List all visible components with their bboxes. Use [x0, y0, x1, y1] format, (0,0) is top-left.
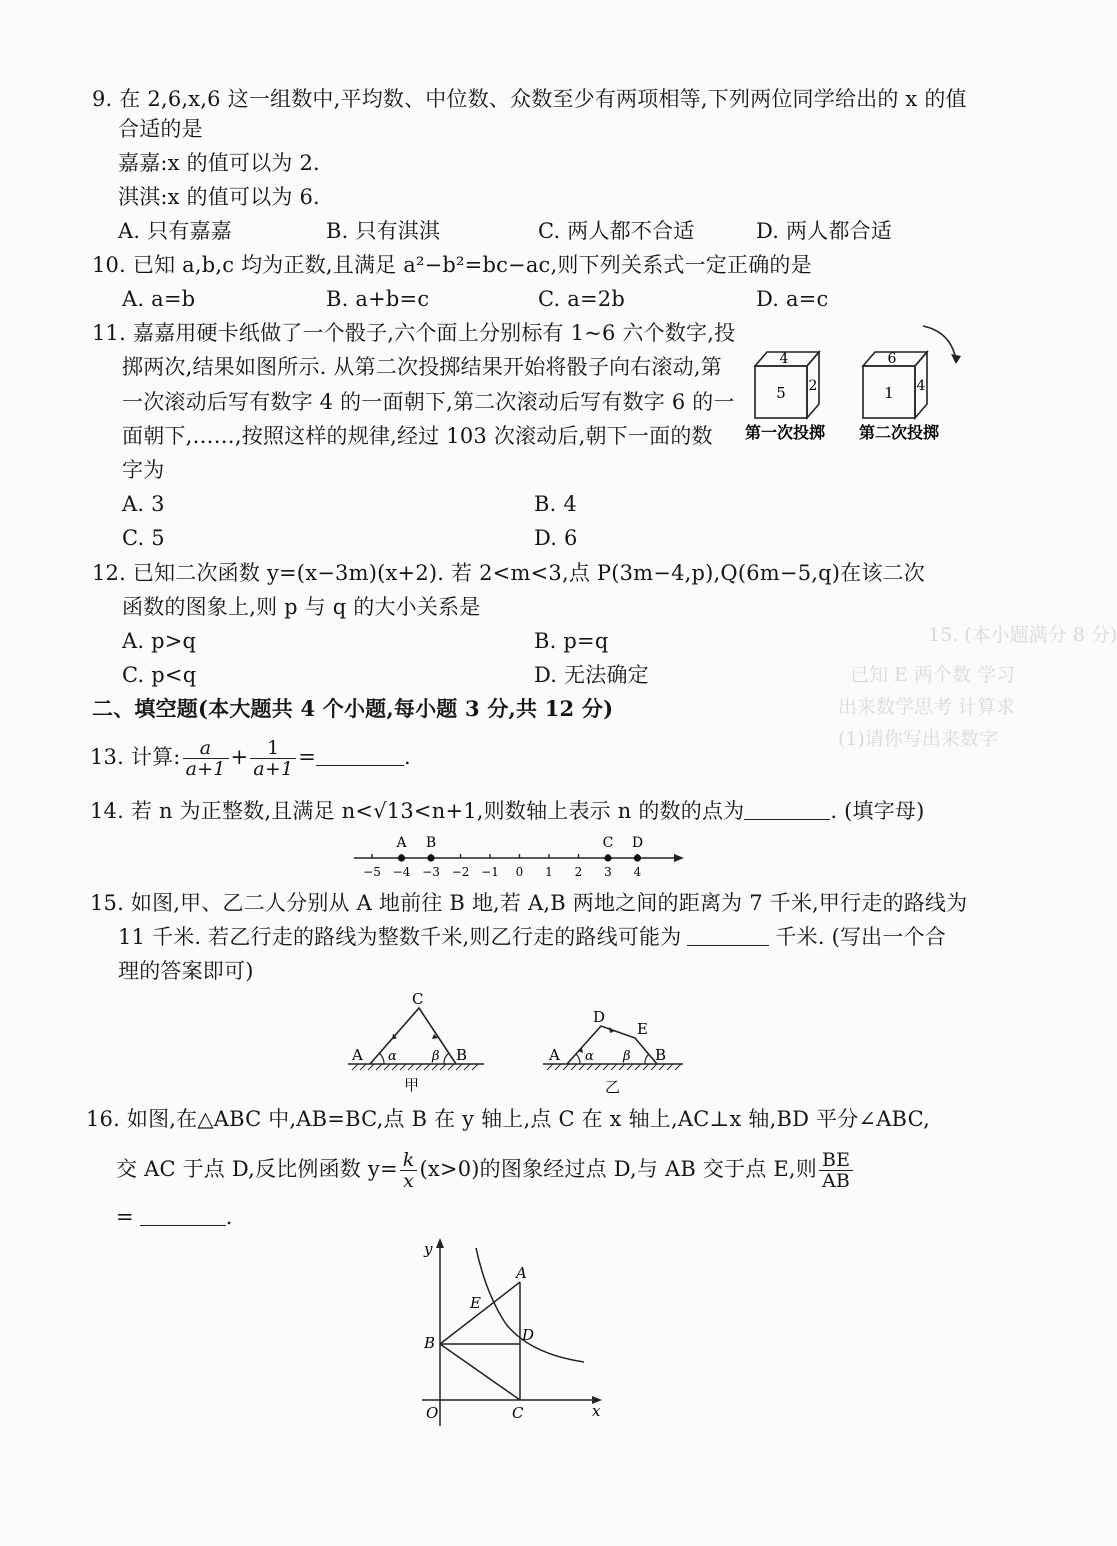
q10-option-d: D. a=c — [756, 287, 829, 311]
q9-line1: 9. 在 2,6,x,6 这一组数中,平均数、中位数、众数至少有两项相等,下列两位同学给出的 x 的值 — [92, 87, 967, 111]
q16-line2-start: 交 AC 于点 D,反比例函数 y= — [116, 1157, 398, 1181]
q11-option-d: D. 6 — [534, 526, 578, 550]
q16-figure — [410, 1234, 610, 1434]
axis-tick-label: 0 — [515, 865, 524, 879]
fig1-label-b: B — [456, 1046, 468, 1064]
q9-statement-qiqi: 淇淇:x 的值可以为 6. — [118, 185, 320, 209]
axis-tick-label: 3 — [604, 865, 612, 879]
q16-line3 — [116, 1202, 233, 1232]
q16-fraction-be-ab — [819, 1150, 853, 1191]
axis-tick-label: −4 — [392, 865, 411, 879]
axis-tick-label: −5 — [363, 865, 381, 879]
fig2-label-b: B — [655, 1046, 667, 1064]
fig1-label-c: C — [412, 990, 424, 1008]
q16-answer-blank[interactable] — [140, 1205, 226, 1226]
q11-line5: 字为 — [122, 458, 165, 482]
fig16-b: B — [424, 1334, 436, 1352]
axis-tick-label: −1 — [481, 865, 499, 879]
q10-option-b: B. a+b=c — [326, 287, 430, 311]
q16-ab: AB — [822, 1170, 851, 1192]
fig16-c: C — [512, 1404, 524, 1422]
q13-prefix: 13. 计算: — [90, 745, 181, 769]
q11-line4: 面朝下,……,按照这样的规律,经过 103 次滚动后,朝下一面的数 — [122, 424, 713, 448]
q13-plus: + — [230, 745, 249, 769]
dice-figure — [735, 312, 965, 452]
q14-answer-blank[interactable] — [744, 799, 830, 820]
q13-equals: = — [298, 745, 317, 769]
q10-option-a: A. a=b — [122, 287, 196, 311]
die2-side: 4 — [916, 378, 926, 394]
q16-equals: = — [116, 1205, 134, 1229]
fig16-e: E — [470, 1294, 481, 1312]
fig2-label-d: D — [593, 1008, 606, 1026]
q16-line1: 16. 如图,在△ABC 中,AB=BC,点 B 在 y 轴上,点 C 在 x 轴上,AC⊥x 轴,BD 平分∠ABC, — [86, 1107, 930, 1131]
q16-end: . — [225, 1205, 233, 1229]
bleed-text-2: 已知 E 两个数 学习 — [850, 664, 1015, 686]
axis-point-label: B — [425, 835, 437, 851]
q11-option-b: B. 4 — [534, 492, 577, 516]
axis-tick-label: 2 — [574, 865, 583, 879]
q16-line2 — [116, 1142, 855, 1196]
q12-option-d: D. 无法确定 — [534, 663, 649, 687]
fig16-y: y — [424, 1240, 433, 1258]
fig16-d: D — [522, 1326, 535, 1344]
fig16-a: A — [516, 1264, 527, 1282]
q9-statement-jiajia: 嘉嘉:x 的值可以为 2. — [118, 151, 320, 175]
q11-line3: 一次滚动后写有数字 4 的一面朝下,第二次滚动后写有数字 6 的一 — [122, 390, 735, 414]
q11-line2: 掷两次,结果如图所示. 从第二次投掷结果开始将骰子向右滚动,第 — [122, 355, 722, 379]
q13-end: . — [404, 745, 411, 769]
q13-den2: a+1 — [253, 758, 294, 780]
axis-point — [427, 854, 434, 861]
fig2-label-beta: β — [623, 1049, 631, 1064]
q9-option-a: A. 只有嘉嘉 — [118, 219, 232, 243]
section-2-heading: 二、填空题(本大题共 4 个小题,每小题 3 分,共 12 分) — [92, 696, 614, 721]
q13-num1: a — [183, 738, 229, 759]
fig2-label-a: A — [549, 1046, 560, 1064]
q12-line2: 函数的图象上,则 p 与 q 的大小关系是 — [122, 595, 481, 619]
axis-tick-label: −3 — [422, 865, 440, 879]
q13-fraction-1 — [183, 738, 229, 779]
bleed-text-3: 出来数学思考 计算求 — [838, 696, 1016, 718]
q13-answer-blank[interactable] — [316, 745, 404, 766]
die1-caption: 第一次投掷 — [744, 423, 826, 442]
fig16-x: x — [592, 1402, 601, 1420]
fig1-label-alpha: α — [388, 1049, 397, 1064]
figure-jia — [340, 990, 490, 1096]
q9-option-b: B. 只有淇淇 — [326, 219, 441, 243]
bleed-text-4: (1)请你写出来数字 — [838, 728, 998, 750]
roll-arrow-icon — [951, 354, 961, 364]
q15-line2-end: 千米. (写出一个合 — [775, 925, 946, 949]
axis-point-label: D — [631, 835, 644, 851]
fig2-label-e: E — [637, 1020, 648, 1038]
number-line — [350, 830, 690, 882]
q15-line1: 15. 如图,甲、乙二人分别从 A 地前往 B 地,若 A,B 两地之间的距离为 7 千米,甲行走的路线为 — [90, 891, 968, 915]
q12-option-a: A. p>q — [122, 629, 197, 653]
y-axis-arrow-icon — [436, 1238, 444, 1248]
die2-top: 6 — [887, 351, 897, 367]
q13-line — [90, 730, 411, 784]
axis-point — [634, 854, 641, 861]
bleed-text-1: 15. (本小题满分 8 分) — [928, 624, 1117, 646]
q10-stem: 10. 已知 a,b,c 均为正数,且满足 a²−b²=bc−ac,则下列关系式一定正确的是 — [92, 253, 812, 277]
q16-fraction-kx — [400, 1150, 418, 1191]
q11-option-a: A. 3 — [122, 492, 165, 516]
axis-point — [398, 854, 405, 861]
q12-option-c: C. p<q — [122, 663, 197, 687]
q15-line2 — [118, 922, 946, 952]
q12-line1: 12. 已知二次函数 y=(x−3m)(x+2). 若 2<m<3,点 P(3m−4,p),Q(6m−5,q)在该二次 — [92, 561, 925, 585]
die1-top: 4 — [779, 351, 789, 367]
q15-line3: 理的答案即可) — [118, 959, 254, 983]
q11-option-c: C. 5 — [122, 526, 165, 550]
fig1-label-beta: β — [432, 1049, 440, 1064]
q16-k: k — [400, 1150, 418, 1171]
q9-line2: 合适的是 — [118, 117, 203, 141]
q9-option-d: D. 两人都合适 — [756, 219, 893, 243]
q14-line — [90, 796, 925, 826]
q13-num2: 1 — [250, 738, 296, 759]
axis-point-label: C — [602, 835, 614, 851]
q16-line2-end: (x>0)的图象经过点 D,与 AB 交于点 E,则 — [419, 1157, 817, 1181]
q15-answer-blank[interactable] — [687, 925, 769, 946]
q9-option-c: C. 两人都不合适 — [538, 219, 695, 243]
die1-front: 5 — [776, 384, 786, 402]
fig1-label-a: A — [352, 1046, 363, 1064]
q15-line2-start: 11 千米. 若乙行走的路线为整数千米,则乙行走的路线可能为 — [118, 925, 682, 949]
q12-option-b: B. p=q — [534, 629, 609, 653]
axis-point-label: A — [396, 835, 407, 851]
fig2-caption: 乙 — [605, 1078, 621, 1096]
die2-caption: 第二次投掷 — [858, 423, 940, 442]
axis-tick-label: 1 — [545, 865, 553, 879]
fig16-o: O — [426, 1404, 439, 1422]
die2-front: 1 — [884, 384, 894, 402]
axis-tick-label: 4 — [633, 865, 642, 879]
die1-side: 2 — [808, 378, 818, 394]
q13-den1: a+1 — [185, 758, 226, 780]
axis-point — [604, 854, 611, 861]
axis-tick-label: −2 — [451, 865, 470, 879]
q14-prefix: 14. 若 n 为正整数,且满足 n<√13<n+1,则数轴上表示 n 的数的点为 — [90, 799, 745, 823]
q11-line1: 11. 嘉嘉用硬卡纸做了一个骰子,六个面上分别标有 1~6 六个数字,投 — [92, 321, 736, 345]
q13-fraction-2 — [250, 738, 296, 779]
number-line-arrow-icon — [674, 854, 684, 862]
q14-suffix: . (填字母) — [830, 799, 925, 823]
q16-be: BE — [819, 1150, 853, 1171]
fig2-label-alpha: α — [585, 1049, 594, 1064]
q16-x: x — [403, 1170, 415, 1192]
fig1-caption: 甲 — [404, 1076, 420, 1094]
q10-option-c: C. a=2b — [538, 287, 625, 311]
figure-yi — [535, 1000, 691, 1098]
